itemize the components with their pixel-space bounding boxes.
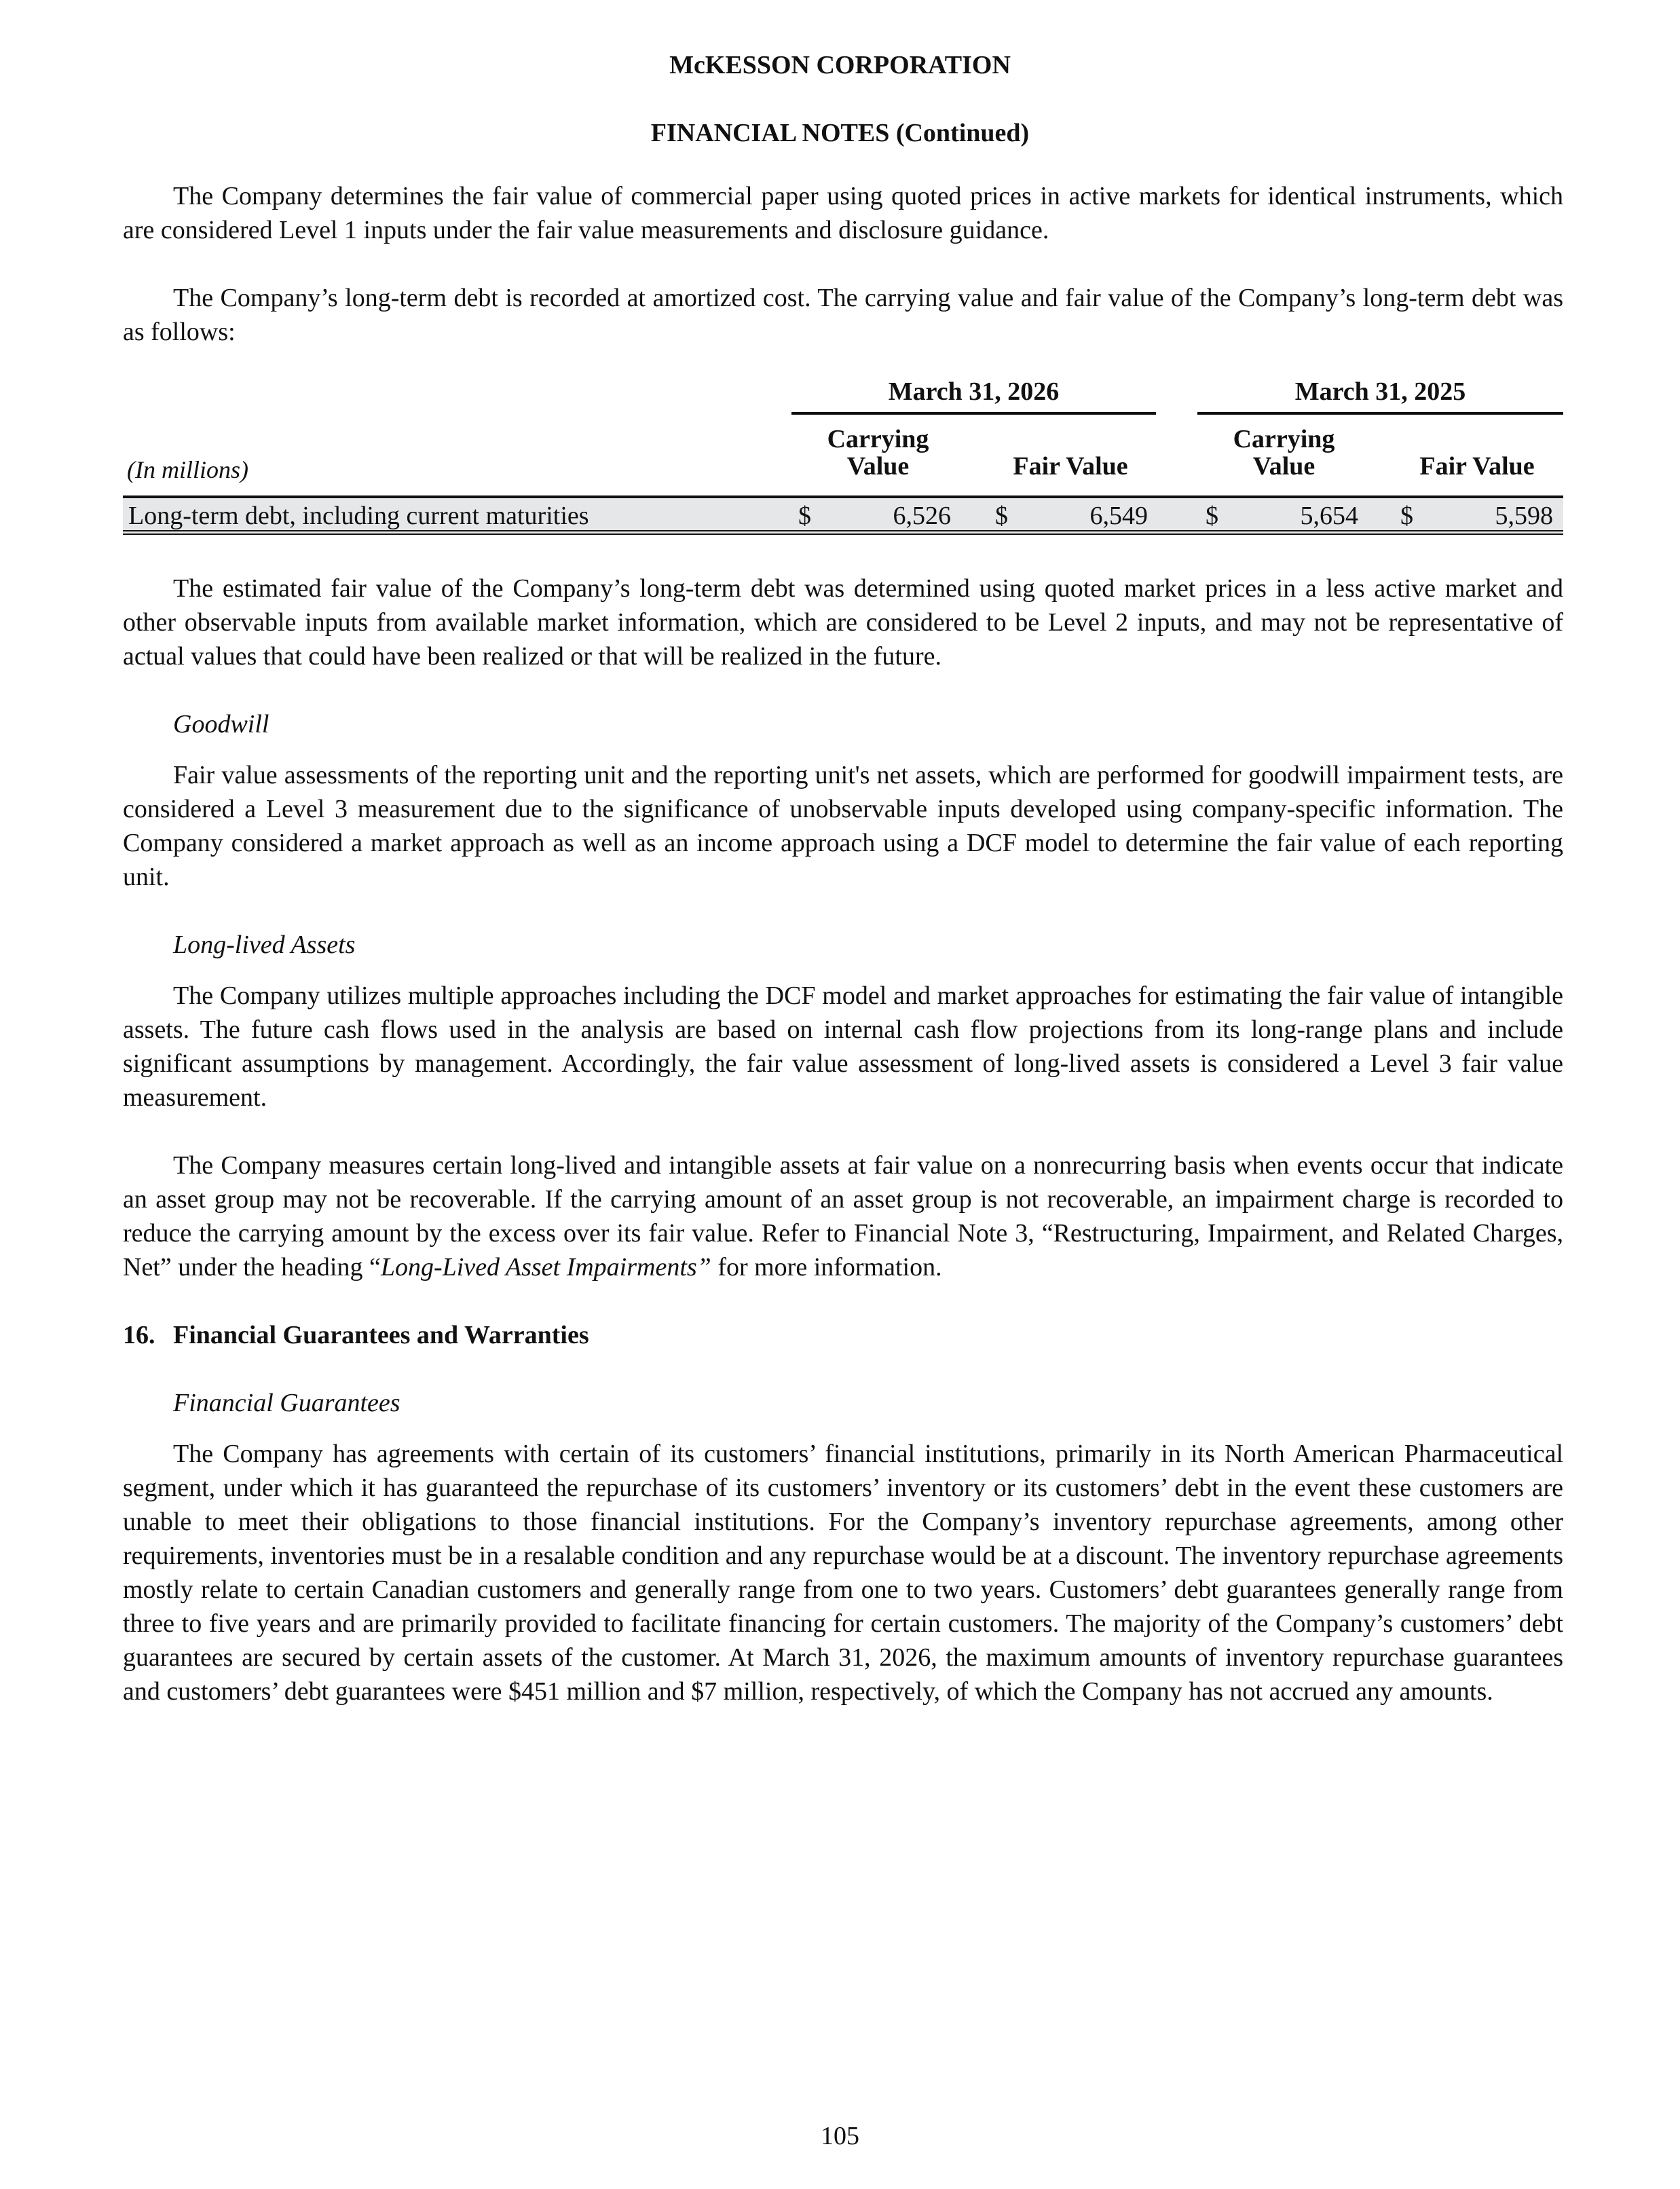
long-lived-assets-paragraph-2 [123, 1148, 1563, 1284]
goodwill-heading: Goodwill [173, 710, 269, 738]
section-header: FINANCIAL NOTES (Continued) [650, 119, 1030, 147]
page-number: 105 [821, 2122, 859, 2150]
period-header-2025: March 31, 2025 [1294, 377, 1466, 406]
row-label: Long-term debt, including current maturities [128, 502, 589, 530]
col-header-carrying-line1: Carrying [1233, 425, 1335, 453]
financial-guarantees-heading: Financial Guarantees [173, 1389, 400, 1417]
long-lived-assets-paragraph-1: The Company utilizes multiple approaches including the DCF model and market approaches for estimating the fair value of intangible assets. The future cash flows used in the analysis are based on internal cash flow projections from its long-range plans and include significant assumptions by management. Accordingly, the fair value assessment of long-lived assets is considered a Level 3 fair value measurement. [123, 981, 1563, 1112]
col-header-fair-2026: Fair Value [1013, 452, 1128, 481]
period-header-2026: March 31, 2026 [888, 377, 1060, 406]
value-fair-2026: 6,549 [1089, 502, 1148, 530]
paragraph-text: for more information. [711, 1253, 942, 1281]
col-header-carrying-line1: Carrying [827, 425, 929, 453]
long-term-debt-intro-paragraph: The Company’s long-term debt is recorded at amortized cost. The carrying value and fair value of the Company’s long-term debt was as follows: [123, 284, 1563, 346]
currency-symbol: $ [1206, 502, 1218, 530]
unit-label: (In millions) [127, 456, 248, 483]
goodwill-paragraph: Fair value assessments of the reporting unit and the reporting unit's net assets, which are performed for goodwill impairment tests, are considered a Level 3 measurement due to the significance of unobservable inputs developed using company-specific information. The Company considered a market approach as well as an income approach using a DCF model to determine the fair value of each reporting unit. [123, 761, 1563, 891]
financial-guarantees-paragraph: The Company has agreements with certain of its customers’ financial institutions, primarily in its North American Pharmaceutical segment, under which it has guaranteed the repurchase of its customers’ inventory or its customers’ debt in the event these customers are unable to meet their obligations to those financial institutions. For the Company’s inventory repurchase agreements, among other requirements, inventories must be in a resalable condition and any repurchase would be at a discount. The inventory repurchase agreements mostly relate to certain Canadian customers and generally range from one to two years. Customers’ debt guarantees generally range from three to five years and are primarily provided to facilitate financing for certain customers. The majority of the Company’s customers’ debt guarantees are secured by certain assets of the customer. At March 31, 2026, the maximum amounts of inventory repurchase guarantees and customers’ debt guarantees were $451 million and $7 million, respectively, of which the Company has not accrued any amounts. [123, 1440, 1563, 1706]
italic-heading-reference: Long-Lived Asset Impairments” [380, 1253, 711, 1281]
col-header-carrying-2026 [791, 426, 965, 480]
section-16-heading [123, 1318, 589, 1352]
col-header-carrying-line2: Value [846, 452, 910, 481]
currency-symbol: $ [1400, 502, 1413, 530]
long-term-debt-table [123, 377, 1563, 540]
table-row [123, 495, 1563, 535]
long-lived-assets-heading: Long-lived Assets [173, 931, 356, 959]
period-underline-2026 [791, 412, 1156, 415]
value-carrying-2026: 6,526 [893, 502, 951, 530]
currency-symbol: $ [798, 502, 811, 530]
company-name: McKESSON CORPORATION [669, 51, 1011, 79]
currency-symbol: $ [995, 502, 1008, 530]
period-underline-2025 [1197, 412, 1563, 415]
col-header-carrying-line2: Value [1252, 452, 1315, 481]
col-header-carrying-2025 [1197, 426, 1370, 480]
value-fair-2025: 5,598 [1495, 502, 1553, 530]
section-number: 16. [123, 1321, 155, 1349]
section-title: Financial Guarantees and Warranties [173, 1321, 589, 1349]
long-term-debt-fair-value-paragraph: The estimated fair value of the Company’s long-term debt was determined using quoted market prices in a less active market and other observable inputs from available market information, which are considered to be Level 2 inputs, and may not be representative of actual values that could have been realized or that will be realized in the future. [123, 574, 1563, 671]
value-carrying-2025: 5,654 [1300, 502, 1358, 530]
commercial-paper-paragraph: The Company determines the fair value of commercial paper using quoted prices in active markets for identical instruments, which are considered Level 1 inputs under the fair value measurements and disclosure guidance. [123, 182, 1563, 244]
col-header-fair-2025: Fair Value [1419, 452, 1535, 481]
paragraph-text: The Company measures certain long-lived and intangible assets at fair value on a nonrecurring basis when events occur that indicate an asset group may not be recoverable. If the carrying amount of an asset group is not recoverable, an impairment charge is recorded to reduce the carrying amount by the excess over its fair value. Refer to Financial Note 3, “Restructuring, Impairment, and Related Charges, Net” under the heading “ [123, 1151, 1563, 1281]
